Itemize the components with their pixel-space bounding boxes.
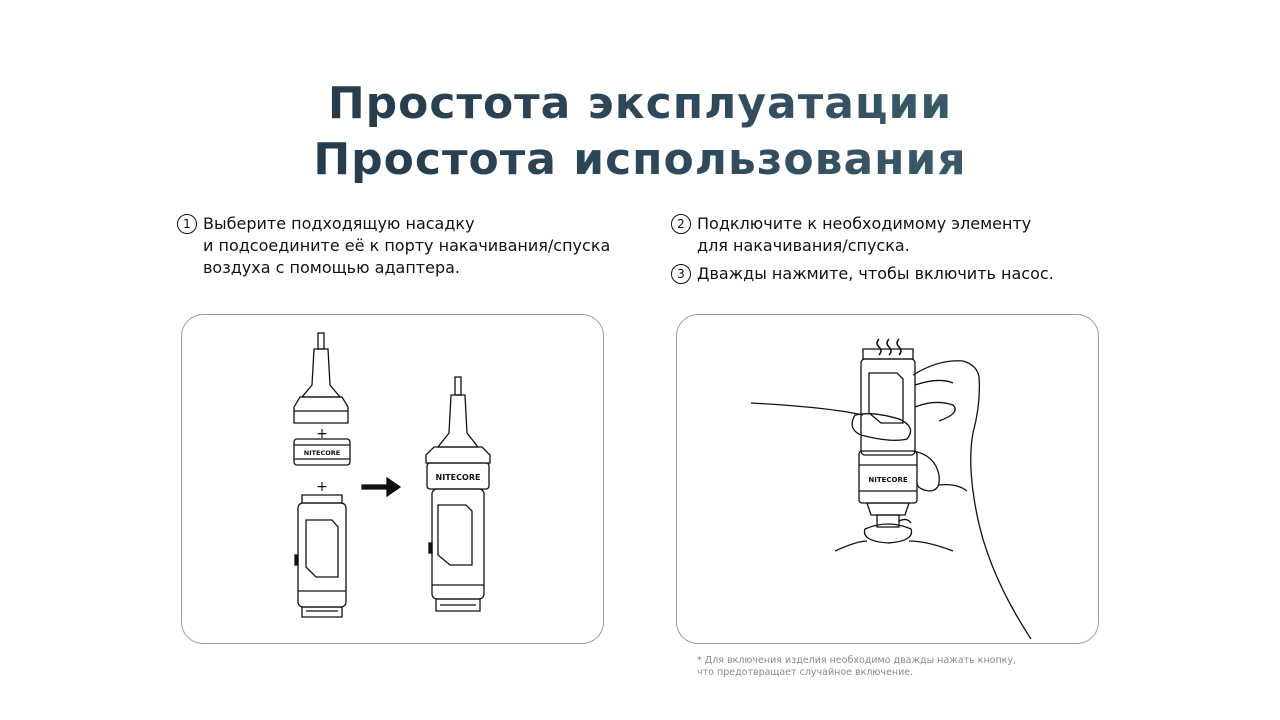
plus-sign-1: + xyxy=(316,426,328,442)
step-2-line-1: Подключите к необходимому элементу xyxy=(697,214,1032,233)
arrow-icon xyxy=(362,478,400,496)
step-2-line-2: для накачивания/спуска. xyxy=(697,236,910,255)
footnote xyxy=(697,655,1016,679)
step-3-line-1: Дважды нажмите, чтобы включить насос. xyxy=(697,264,1054,283)
step-1 xyxy=(177,213,610,279)
assembly-illustration-panel xyxy=(181,314,604,644)
step-2 xyxy=(671,213,1031,257)
pump-body-illustration xyxy=(295,495,346,617)
step-number-3: 3 xyxy=(671,264,691,284)
plus-sign-2: + xyxy=(316,479,328,495)
usage-illustration xyxy=(677,315,1098,643)
assembled-pump-illustration xyxy=(426,377,490,611)
footnote-line-1: * Для включения изделия необходимо дважды нажать кнопку, xyxy=(697,655,1017,666)
page-title-line-1: Простота эксплуатации xyxy=(0,78,1280,129)
step-number-1: 1 xyxy=(177,214,197,234)
pump-brand: NITECORE xyxy=(868,476,908,484)
step-3 xyxy=(671,263,1054,285)
step-1-line-1: Выберите подходящую насадку xyxy=(203,214,475,233)
usage-illustration-panel xyxy=(676,314,1099,644)
assembled-brand: NITECORE xyxy=(435,473,481,482)
pump-in-hand-illustration xyxy=(859,349,917,543)
page-title-line-2: Простота использования xyxy=(0,134,1280,185)
adapter-illustration xyxy=(294,439,350,465)
air-flow-icon xyxy=(877,339,901,355)
footnote-line-2: что предотвращает случайное включение. xyxy=(697,667,914,678)
hand-illustration xyxy=(751,361,1031,639)
step-number-2: 2 xyxy=(671,214,691,234)
step-1-line-2: и подсоедините её к порту накачивания/спуска xyxy=(203,236,611,255)
adapter-brand: NITECORE xyxy=(303,449,341,457)
nozzle-illustration xyxy=(294,333,348,423)
assembly-illustration xyxy=(182,315,603,643)
step-1-line-3: воздуха с помощью адаптера. xyxy=(203,258,461,277)
